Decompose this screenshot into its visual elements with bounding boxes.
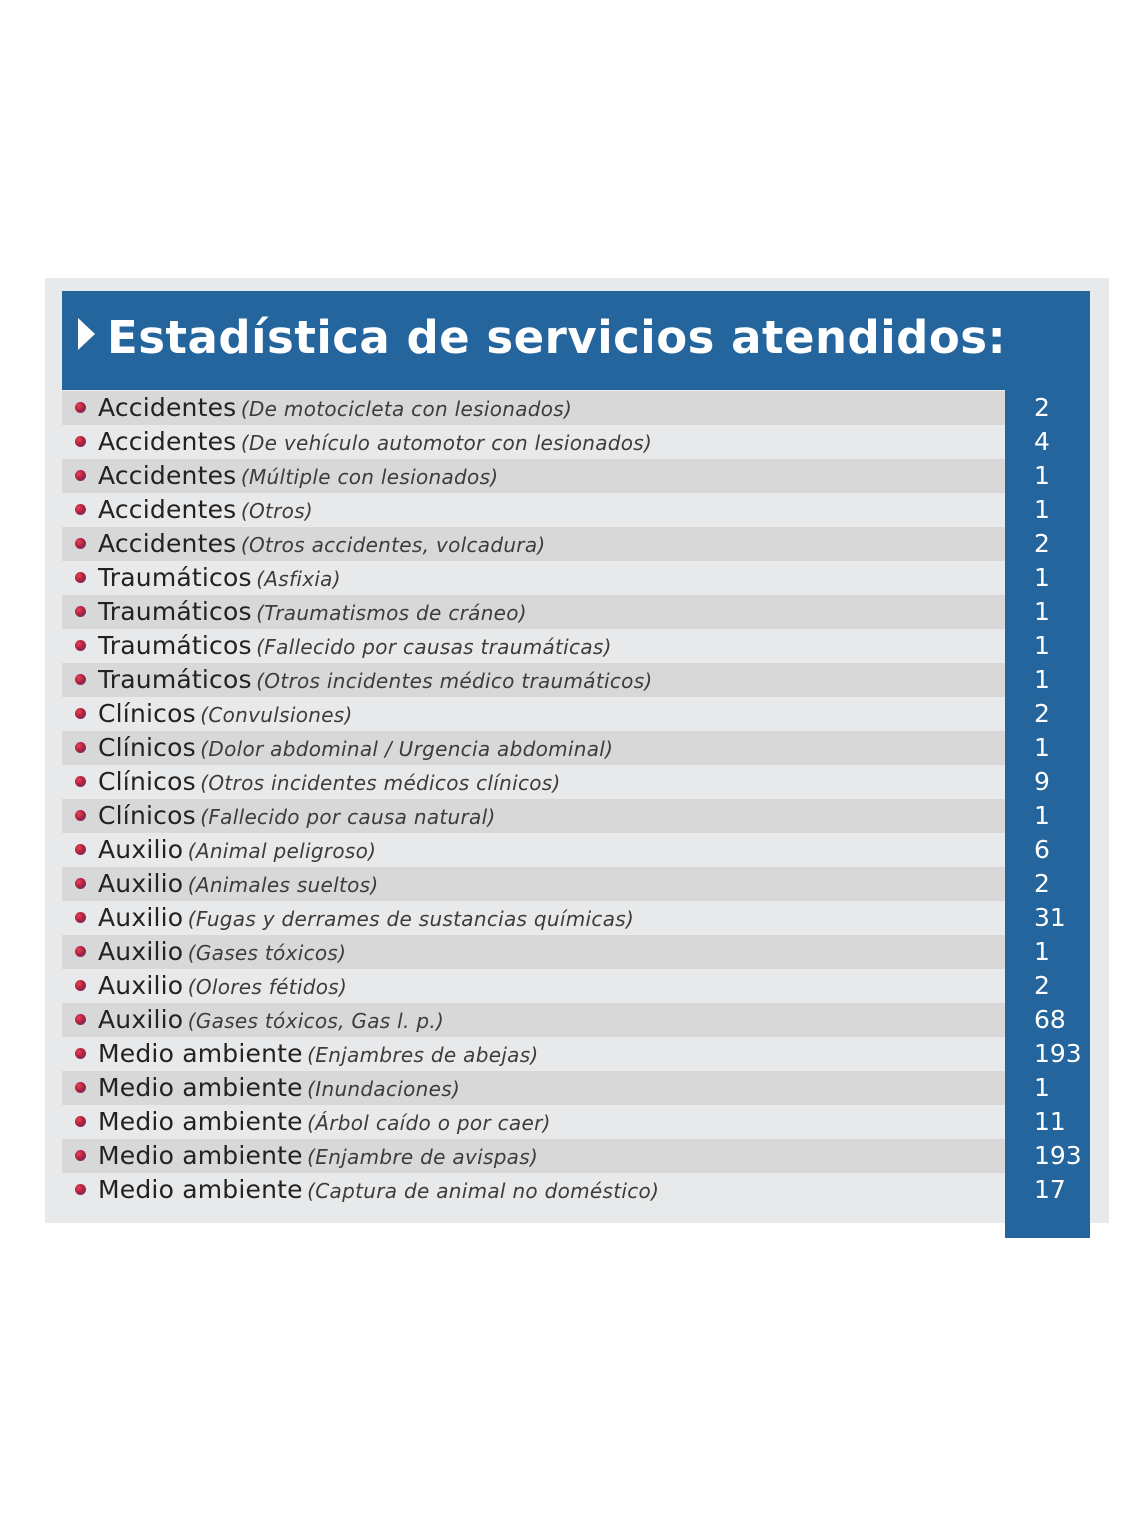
bullet-icon <box>75 1048 86 1059</box>
stats-list <box>62 391 1090 1207</box>
bullet-icon <box>75 572 86 583</box>
row-detail: (Gases tóxicos, Gas l. p.) <box>187 1009 445 1033</box>
bullet-icon <box>75 538 86 549</box>
row-detail: (Múltiple con lesionados) <box>240 465 499 489</box>
bullet-icon <box>75 1116 86 1127</box>
row-value: 1 <box>1034 495 1050 524</box>
caret-right-icon <box>78 318 95 350</box>
row-detail: (Otros) <box>240 499 314 523</box>
bullet-icon <box>75 606 86 617</box>
row-value: 2 <box>1034 869 1050 898</box>
row-label <box>98 935 346 973</box>
list-item <box>62 425 1090 459</box>
row-category: Auxilio <box>98 1005 184 1034</box>
row-detail: (Enjambres de abejas) <box>307 1043 539 1067</box>
bullet-icon <box>75 1082 86 1093</box>
row-detail: (Traumatismos de cráneo) <box>256 601 527 625</box>
bullet-icon <box>75 674 86 685</box>
list-item <box>62 1139 1090 1173</box>
row-value: 1 <box>1034 665 1050 694</box>
list-item <box>62 1071 1090 1105</box>
bullet-icon <box>75 1184 86 1195</box>
list-item <box>62 459 1090 493</box>
row-label <box>98 969 347 1007</box>
bullet-icon <box>75 946 86 957</box>
row-label <box>98 425 652 463</box>
row-detail: (Captura de animal no doméstico) <box>307 1179 660 1203</box>
row-category: Accidentes <box>98 461 237 490</box>
row-detail: (Animales sueltos) <box>187 873 379 897</box>
row-detail: (Dolor abdominal / Urgencia abdominal) <box>200 737 614 761</box>
row-value: 4 <box>1034 427 1050 456</box>
row-detail: (Otros incidentes médicos clínicos) <box>200 771 561 795</box>
row-category: Clínicos <box>98 767 196 796</box>
row-value: 11 <box>1034 1107 1066 1136</box>
row-value: 1 <box>1034 937 1050 966</box>
row-detail: (Fallecido por causa natural) <box>200 805 496 829</box>
row-label <box>98 391 572 429</box>
bullet-icon <box>75 810 86 821</box>
row-value: 1 <box>1034 1073 1050 1102</box>
row-value: 193 <box>1034 1039 1082 1068</box>
row-category: Medio ambiente <box>98 1039 303 1068</box>
row-category: Medio ambiente <box>98 1141 303 1170</box>
row-category: Accidentes <box>98 495 237 524</box>
row-label <box>98 1139 538 1177</box>
bullet-icon <box>75 402 86 413</box>
list-item <box>62 561 1090 595</box>
row-category: Traumáticos <box>98 597 252 626</box>
row-label <box>98 901 634 939</box>
row-label <box>98 1037 539 1075</box>
row-detail: (Gases tóxicos) <box>187 941 347 965</box>
row-detail: (Fallecido por causas traumáticas) <box>256 635 612 659</box>
page-title: Estadística de servicios atendidos: <box>107 311 1007 364</box>
row-category: Traumáticos <box>98 563 252 592</box>
row-category: Auxilio <box>98 937 184 966</box>
list-item <box>62 833 1090 867</box>
row-label <box>98 833 376 871</box>
row-label <box>98 459 498 497</box>
row-detail: (Enjambre de avispas) <box>307 1145 539 1169</box>
bullet-icon <box>75 742 86 753</box>
row-value: 2 <box>1034 699 1050 728</box>
list-item <box>62 697 1090 731</box>
list-item <box>62 799 1090 833</box>
row-label <box>98 867 379 905</box>
bullet-icon <box>75 980 86 991</box>
bullet-icon <box>75 708 86 719</box>
row-category: Auxilio <box>98 835 184 864</box>
list-item <box>62 1173 1090 1207</box>
row-value: 1 <box>1034 801 1050 830</box>
row-label <box>98 765 561 803</box>
row-label <box>98 697 353 735</box>
list-item <box>62 663 1090 697</box>
row-detail: (Animal peligroso) <box>187 839 377 863</box>
row-category: Accidentes <box>98 393 237 422</box>
list-item <box>62 493 1090 527</box>
row-value: 193 <box>1034 1141 1082 1170</box>
row-value: 1 <box>1034 631 1050 660</box>
row-category: Medio ambiente <box>98 1107 303 1136</box>
row-label <box>98 561 341 599</box>
row-label <box>98 663 653 701</box>
row-label <box>98 1003 444 1041</box>
bullet-icon <box>75 640 86 651</box>
row-category: Medio ambiente <box>98 1073 303 1102</box>
row-category: Accidentes <box>98 427 237 456</box>
row-detail: (Convulsiones) <box>200 703 353 727</box>
row-category: Accidentes <box>98 529 237 558</box>
row-value: 2 <box>1034 971 1050 1000</box>
row-category: Medio ambiente <box>98 1175 303 1204</box>
bullet-icon <box>75 1150 86 1161</box>
row-value: 1 <box>1034 461 1050 490</box>
bullet-icon <box>75 436 86 447</box>
row-category: Traumáticos <box>98 665 252 694</box>
list-item <box>62 731 1090 765</box>
row-detail: (De motocicleta con lesionados) <box>240 397 573 421</box>
row-category: Traumáticos <box>98 631 252 660</box>
row-detail: (Inundaciones) <box>307 1077 461 1101</box>
row-value: 1 <box>1034 563 1050 592</box>
row-label <box>98 799 496 837</box>
row-category: Clínicos <box>98 733 196 762</box>
list-item <box>62 1105 1090 1139</box>
list-item <box>62 1037 1090 1071</box>
list-item <box>62 867 1090 901</box>
bullet-icon <box>75 470 86 481</box>
row-category: Auxilio <box>98 903 184 932</box>
row-detail: (Olores fétidos) <box>187 975 348 999</box>
row-detail: (De vehículo automotor con lesionados) <box>240 431 653 455</box>
row-label <box>98 731 613 769</box>
list-item <box>62 629 1090 663</box>
row-value: 1 <box>1034 597 1050 626</box>
bullet-icon <box>75 504 86 515</box>
row-label <box>98 629 612 667</box>
list-item <box>62 935 1090 969</box>
row-detail: (Otros accidentes, volcadura) <box>240 533 546 557</box>
row-label <box>98 527 545 565</box>
row-label <box>98 493 313 531</box>
row-detail: (Otros incidentes médico traumáticos) <box>256 669 653 693</box>
row-detail: (Asfixia) <box>256 567 341 591</box>
row-category: Auxilio <box>98 971 184 1000</box>
list-item <box>62 969 1090 1003</box>
row-value: 2 <box>1034 529 1050 558</box>
row-category: Auxilio <box>98 869 184 898</box>
row-value: 68 <box>1034 1005 1066 1034</box>
row-value: 17 <box>1034 1175 1066 1204</box>
list-item <box>62 765 1090 799</box>
row-label <box>98 595 527 633</box>
row-label <box>98 1173 659 1211</box>
bullet-icon <box>75 912 86 923</box>
row-value: 9 <box>1034 767 1050 796</box>
row-value: 31 <box>1034 903 1066 932</box>
bullet-icon <box>75 776 86 787</box>
bullet-icon <box>75 844 86 855</box>
list-item <box>62 527 1090 561</box>
row-label <box>98 1071 460 1109</box>
list-item <box>62 391 1090 425</box>
row-label <box>98 1105 551 1143</box>
list-item <box>62 595 1090 629</box>
row-detail: (Árbol caído o por caer) <box>307 1111 551 1135</box>
list-item <box>62 1003 1090 1037</box>
row-category: Clínicos <box>98 699 196 728</box>
row-detail: (Fugas y derrames de sustancias químicas) <box>187 907 635 931</box>
row-value: 2 <box>1034 393 1050 422</box>
bullet-icon <box>75 1014 86 1025</box>
list-item <box>62 901 1090 935</box>
bullet-icon <box>75 878 86 889</box>
row-value: 1 <box>1034 733 1050 762</box>
row-category: Clínicos <box>98 801 196 830</box>
row-value: 6 <box>1034 835 1050 864</box>
